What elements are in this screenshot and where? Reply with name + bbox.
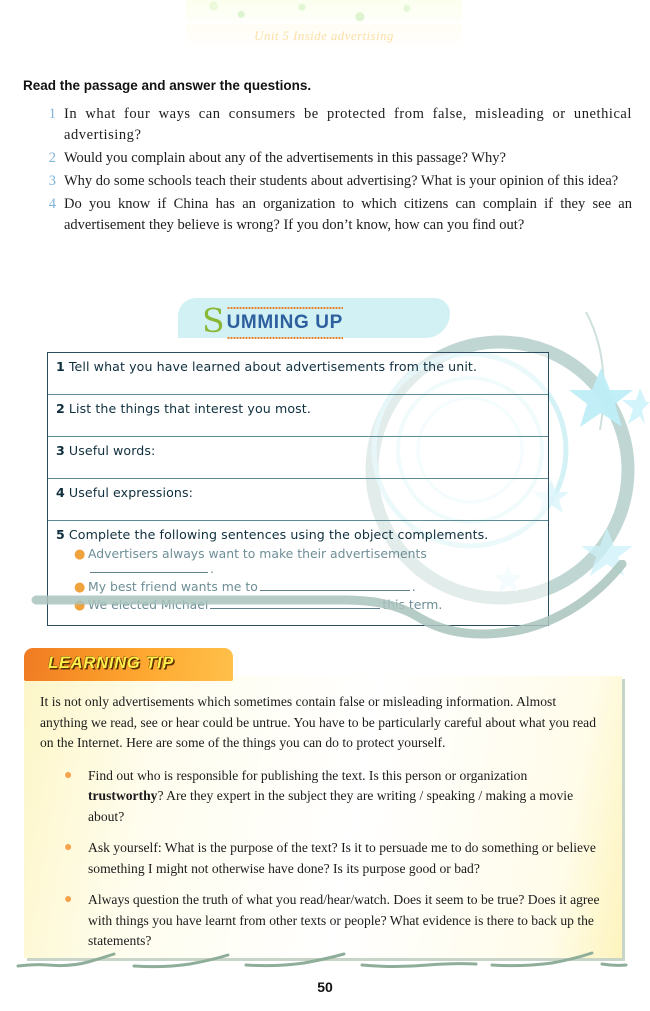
list-item xyxy=(40,194,632,236)
summing-row-text xyxy=(56,401,540,416)
page-title: Read the passage and answer the questions. xyxy=(23,78,312,93)
bullet-dot-icon: ● xyxy=(74,547,86,562)
sentence-text xyxy=(88,579,416,594)
question-number: 2 xyxy=(48,150,56,166)
table-row xyxy=(48,479,548,521)
table-row xyxy=(48,353,548,395)
bullet-dot-icon: ● xyxy=(74,580,86,595)
bullet-text: Always question the truth of what you read/hear/watch. Does it seem to be true? Does it agree with things you have learnt from other texts or people? What evidence is there to back up the statements? xyxy=(88,892,600,948)
sentence-after: . xyxy=(411,579,416,594)
row-label: Useful expressions: xyxy=(68,485,193,500)
summing-row-text xyxy=(56,359,540,374)
table-row xyxy=(48,395,548,437)
table-row xyxy=(48,521,548,625)
question-text: Why do some schools teach their students about advertising? What is your opinion of this idea? xyxy=(64,173,619,189)
sentence-before: Advertisers always want to make their advertisements xyxy=(88,546,427,561)
learning-tip-content xyxy=(40,692,606,963)
dotted-rule-top-icon xyxy=(227,306,343,310)
question-text: Would you complain about any of the advertisements in this passage? Why? xyxy=(64,150,506,166)
learning-tip-label: LEARNING TIP xyxy=(48,654,175,672)
list-item xyxy=(74,579,540,594)
bullet-text-post: ? Are they expert in the subject they are writing / speaking / making a movie about? xyxy=(88,788,574,824)
bullet-text xyxy=(88,766,606,828)
summing-row-text xyxy=(56,485,540,500)
table-row xyxy=(48,437,548,479)
row-number: 3 xyxy=(56,443,65,458)
page-number: 50 xyxy=(317,979,333,995)
fill-in-sentence-list xyxy=(74,546,540,612)
bullet-text-bold: trustworthy xyxy=(88,788,158,803)
sentence-text xyxy=(88,546,540,576)
fill-blank-line[interactable] xyxy=(260,579,410,591)
row-label: Tell what you have learned about advertisements from the unit. xyxy=(68,359,478,374)
list-item xyxy=(40,838,606,879)
list-item xyxy=(40,766,606,828)
row-label: Useful words: xyxy=(68,443,156,458)
bullet-text-pre: Find out who is responsible for publishing the text. Is this person or organization xyxy=(88,767,528,783)
row-number: 5 xyxy=(56,527,65,542)
unit-header-label: Unit 5 Inside advertising xyxy=(186,24,462,50)
list-item xyxy=(40,148,632,169)
row-number: 1 xyxy=(56,359,65,374)
unit-banner-image xyxy=(186,0,462,24)
summing-up-box xyxy=(47,352,549,626)
learning-tip-bullet-list xyxy=(40,766,606,952)
list-item xyxy=(40,104,632,146)
question-number: 3 xyxy=(48,173,56,189)
bottom-squiggle-decoration xyxy=(14,950,634,974)
fill-blank-line[interactable] xyxy=(210,597,380,609)
sentence-before: My best friend wants me to xyxy=(88,579,258,594)
bullet-dot-icon: ● xyxy=(64,767,73,783)
list-item xyxy=(74,597,540,612)
list-item xyxy=(40,171,632,192)
summing-up-title xyxy=(202,300,343,340)
sentence-before: We elected Michael xyxy=(88,597,209,612)
row-label: List the things that interest you most. xyxy=(68,401,311,416)
squiggle-svg xyxy=(14,950,634,974)
summing-up-title-rest: UMMING UP xyxy=(226,312,343,333)
row-label: Complete the following sentences using the object complements. xyxy=(68,527,489,542)
bullet-text: Ask yourself: What is the purpose of the text? Is it to persuade me to do something or believe something I might not otherwise have done? Is its purpose good or bad? xyxy=(88,840,596,876)
row-number: 4 xyxy=(56,485,65,500)
question-text: In what four ways can consumers be protected from false, misleading or unethical advertising? xyxy=(64,106,632,143)
list-item xyxy=(40,890,606,952)
summing-row-text xyxy=(56,527,540,542)
learning-tip-intro: It is not only advertisements which sometimes contain false or misleading information. Almost anything we read, see or hear could be untrue. You have to be particularly careful about what you read on the Internet. Here are some of the things you can do to protect yourself. xyxy=(40,694,597,750)
bullet-dot-icon: ● xyxy=(64,840,73,855)
dotted-rule-bottom-icon xyxy=(227,336,343,340)
question-text: Do you know if China has an organization to which citizens can complain if they see an advertisement they believe is wrong? If you don’t know, how can you find out? xyxy=(64,196,632,233)
summing-up-initial: S xyxy=(202,301,225,340)
sentence-after: this term. xyxy=(382,597,443,612)
question-list xyxy=(40,104,632,238)
question-number: 4 xyxy=(48,196,56,212)
sentence-after: . xyxy=(210,561,214,576)
bullet-dot-icon: ● xyxy=(64,892,73,907)
fill-blank-line[interactable] xyxy=(90,561,208,573)
question-number: 1 xyxy=(48,106,56,122)
summing-row-text xyxy=(56,443,540,458)
list-item xyxy=(74,546,540,576)
sentence-text xyxy=(88,597,442,612)
bullet-dot-icon: ● xyxy=(74,598,86,613)
row-number: 2 xyxy=(56,401,65,416)
